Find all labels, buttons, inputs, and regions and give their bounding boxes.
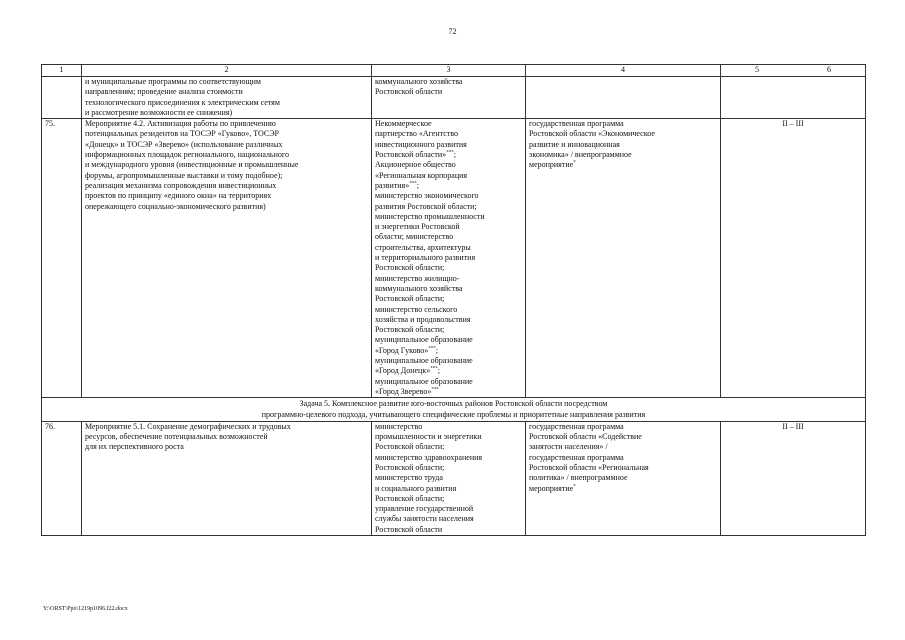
text-line: для их перспективного роста xyxy=(85,442,184,452)
text-line: муниципальное образование xyxy=(375,376,473,386)
period-cell: II – III xyxy=(721,119,866,398)
text-line: строительства, архитектуры xyxy=(375,242,471,252)
text-line: «Региональная корпорация xyxy=(375,170,468,180)
text-line: Ростовской области; xyxy=(375,493,445,503)
text-line: опережающего социально-экономического развития) xyxy=(85,201,266,211)
footnote-mark: *** xyxy=(431,387,439,393)
text-line: управление государственной xyxy=(375,504,474,514)
table-row-76 xyxy=(42,421,866,535)
text-line: форумы, агропромышленные выставки и тому подобное); xyxy=(85,170,283,180)
measure-description xyxy=(82,77,372,119)
text-line: коммунального хозяйства xyxy=(375,77,463,86)
text-line: министерство жилищно- xyxy=(375,273,460,283)
page-number: 72 xyxy=(448,27,457,36)
text-line: технологического присоединения к электрическим сетям xyxy=(85,97,280,107)
text-line: экономика» / внепрограммное xyxy=(529,150,632,160)
text-line: потенциальных резидентов на ТОСЭР «Гуково», ТОСЭР xyxy=(85,129,279,139)
measure-description xyxy=(82,119,372,398)
text-line: направлениям; проведение анализа стоимости xyxy=(85,87,243,97)
text-line: мероприятие* xyxy=(529,483,576,493)
program-cell xyxy=(526,77,721,119)
period-cell xyxy=(721,77,866,119)
text-line: Ростовской области»***; xyxy=(375,150,456,160)
table-row-75 xyxy=(42,119,866,398)
program-cell xyxy=(526,119,721,398)
text-line: Мероприятие 4.2. Активизация работы по привлечению xyxy=(85,119,276,129)
text-line: развитие и инновационная xyxy=(529,139,620,149)
text-line: и социального развития xyxy=(375,483,457,493)
text-line: политика» / внепрограммное xyxy=(529,473,628,483)
text-line: «Город Гуково»***; xyxy=(375,345,439,355)
responsible-executors xyxy=(372,421,526,535)
text-line: хозяйства и продовольствия xyxy=(375,314,471,324)
text-line: Ростовской области; xyxy=(375,325,445,335)
period-cell: II – III xyxy=(721,421,866,535)
text-line: ресурсов, обеспечение потенциальных возможностей xyxy=(85,432,268,442)
text-line: программно-целевого подхода, учитывающего специфические проблемы и приоритетные направления развития xyxy=(261,409,646,419)
text-line: Ростовской области «Содействие xyxy=(529,432,642,442)
text-line: промышленности и энергетики xyxy=(375,432,482,442)
text-line: Мероприятие 5.1. Сохранение демографических и трудовых xyxy=(85,421,291,431)
text-line: проектов по принципу «единого окна» на территориях xyxy=(85,191,272,201)
text-line: министерство здравоохранения xyxy=(375,452,483,462)
text-line: «Донецк» и ТОСЭР «Зверево» (использование различных xyxy=(85,139,283,149)
text-line: Ростовской области; xyxy=(375,263,445,273)
footnote-mark: *** xyxy=(446,150,454,156)
text-line: и рассмотрение возможности ее снижения) xyxy=(85,107,233,117)
text-line: министерство промышленности xyxy=(375,211,485,221)
text-line: Ростовской области «Региональная xyxy=(529,462,649,472)
text-line: муниципальное образование xyxy=(375,356,473,366)
text-line: развития Ростовской области; xyxy=(375,201,477,211)
text-line: реализация механизма сопровождения инвестиционных xyxy=(85,180,277,190)
header-col-4: 4 xyxy=(526,65,721,77)
footer-file-path: Y:\ORST\Ppo\1219p1096.f22.docx xyxy=(43,606,128,612)
text-line: Акционерное общество xyxy=(375,160,456,170)
text-line: «Город Зверево»*** xyxy=(375,386,439,396)
text-line: государственная программа xyxy=(529,119,624,129)
text-line: занятости населения» / xyxy=(529,442,608,452)
row-number: 76. xyxy=(42,421,82,535)
text-line: министерство труда xyxy=(375,473,443,483)
text-line: Ростовской области xyxy=(375,87,443,97)
program-cell xyxy=(526,421,721,535)
text-line: развития»***; xyxy=(375,180,419,190)
header-col-3: 3 xyxy=(372,65,526,77)
text-line: мероприятие* xyxy=(529,160,576,170)
header-col-5: 5 xyxy=(755,65,759,74)
text-line: Ростовской области; xyxy=(375,442,445,452)
footnote-mark: *** xyxy=(409,181,417,187)
text-line: Задача 5. Комплексное развитие юго-восточных районов Ростовской области посредством xyxy=(299,399,608,409)
text-line: и территориального развития xyxy=(375,253,476,263)
row-number: 75. xyxy=(42,119,82,398)
footnote-mark: * xyxy=(573,160,576,166)
text-line: коммунального хозяйства xyxy=(375,283,463,293)
text-line: и международного уровня (инвестиционные и промышленные xyxy=(85,160,299,170)
text-line: государственная программа xyxy=(529,421,624,431)
task-5-row xyxy=(42,398,866,422)
text-line: Некоммерческое xyxy=(375,119,432,129)
footnote-mark: * xyxy=(573,483,576,489)
text-line: партнерство «Агентство xyxy=(375,129,458,139)
text-line: и энергетики Ростовской xyxy=(375,222,460,232)
header-col-2: 2 xyxy=(82,65,372,77)
text-line: муниципальное образование xyxy=(375,335,473,345)
row-number-cell xyxy=(42,77,82,119)
text-line: Ростовской области xyxy=(375,524,443,534)
table-row-continuation xyxy=(42,77,866,119)
text-line: службы занятости населения xyxy=(375,514,474,524)
text-line: министерство xyxy=(375,421,423,431)
measures-table xyxy=(41,64,866,536)
header-row xyxy=(42,65,866,77)
text-line: Ростовской области «Экономическое xyxy=(529,129,655,139)
text-line: и муниципальные программы по соответствующим xyxy=(85,77,261,86)
header-col-6: 6 xyxy=(827,65,831,74)
responsible-executors xyxy=(372,119,526,398)
text-line: министерство экономического xyxy=(375,191,479,201)
footnote-mark: *** xyxy=(430,366,438,372)
text-line: области; министерство xyxy=(375,232,454,242)
task-5-heading xyxy=(42,398,866,422)
footnote-mark: *** xyxy=(428,346,436,352)
text-line: государственная программа xyxy=(529,452,624,462)
measure-description xyxy=(82,421,372,535)
text-line: Ростовской области; xyxy=(375,462,445,472)
text-line: Ростовской области; xyxy=(375,294,445,304)
header-col-1: 1 xyxy=(42,65,82,77)
text-line: министерство сельского xyxy=(375,304,458,314)
text-line: информационных площадок регионального, национального xyxy=(85,150,289,160)
text-line: «Город Донецк»***; xyxy=(375,366,440,376)
text-line: инвестиционного развития xyxy=(375,139,467,149)
header-col-5-6 xyxy=(721,65,866,77)
responsible-executors xyxy=(372,77,526,119)
